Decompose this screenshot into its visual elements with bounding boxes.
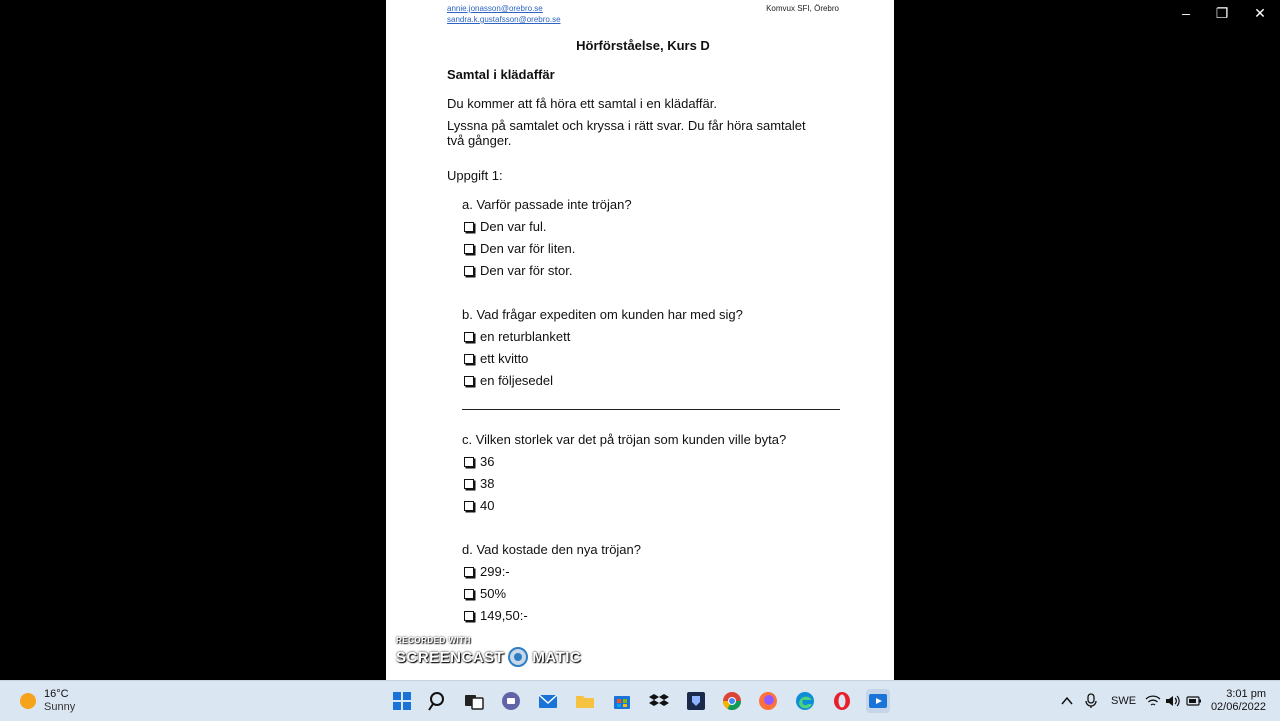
- watermark-brand-right: MATIC: [532, 648, 582, 666]
- screencast-logo-icon: [508, 647, 528, 667]
- dropbox-icon[interactable]: [647, 689, 671, 713]
- checkbox-icon[interactable]: [464, 354, 474, 364]
- taskbar: [0, 680, 1280, 721]
- question-d: d. Vad kostade den nya tröjan?: [462, 542, 641, 557]
- windows-start-icon[interactable]: [390, 689, 414, 713]
- option-c-1[interactable]: 36: [462, 454, 494, 469]
- checkbox-icon[interactable]: [464, 376, 474, 386]
- chevron-up-icon: [1060, 694, 1074, 708]
- option-d-1[interactable]: 299:-: [462, 564, 510, 579]
- option-b-3[interactable]: en följesedel: [462, 373, 553, 388]
- option-c-2[interactable]: 38: [462, 476, 494, 491]
- store-icon[interactable]: [610, 689, 634, 713]
- weather-desc: Sunny: [44, 701, 76, 713]
- mail-icon[interactable]: [536, 689, 560, 713]
- firefox-icon[interactable]: [756, 689, 780, 713]
- sun-icon: [18, 691, 38, 711]
- checkbox-icon[interactable]: [464, 567, 474, 577]
- folder-icon[interactable]: [573, 689, 597, 713]
- shield-app-icon[interactable]: [684, 689, 708, 713]
- checkbox-icon[interactable]: [464, 222, 474, 232]
- minimize-button[interactable]: –: [1182, 5, 1190, 21]
- wifi-icon[interactable]: [1145, 681, 1161, 721]
- volume-icon[interactable]: [1165, 681, 1181, 721]
- option-a-3[interactable]: Den var för stor.: [462, 263, 572, 278]
- horizontal-rule: [462, 409, 840, 410]
- clock-date: 02/06/2022: [1210, 701, 1266, 713]
- opera-icon[interactable]: [830, 689, 854, 713]
- intro-line-3: två gånger.: [447, 133, 512, 148]
- maximize-button[interactable]: ❐: [1215, 4, 1229, 21]
- clock[interactable]: [1212, 681, 1266, 721]
- clock-time: 3:01 pm: [1226, 688, 1266, 700]
- question-b: b. Vad frågar expediten om kunden har med sig?: [462, 307, 743, 322]
- option-a-1[interactable]: Den var ful.: [462, 219, 546, 234]
- email-link-1[interactable]: annie.jonasson@orebro.se: [447, 4, 543, 13]
- weather-widget[interactable]: [18, 681, 75, 721]
- checkbox-icon[interactable]: [464, 479, 474, 489]
- intro-line-2: Lyssna på samtalet och kryssa i rätt svar. Du får höra samtalet: [447, 118, 806, 133]
- checkbox-icon[interactable]: [464, 332, 474, 342]
- battery-icon[interactable]: [1186, 681, 1202, 721]
- option-b-1[interactable]: en returblankett: [462, 329, 570, 344]
- option-b-2[interactable]: ett kvitto: [462, 351, 528, 366]
- email-link-2[interactable]: sandra.k.gustafsson@orebro.se: [447, 15, 561, 24]
- checkbox-icon[interactable]: [464, 457, 474, 467]
- chrome-icon[interactable]: [720, 689, 744, 713]
- option-c-3[interactable]: 40: [462, 498, 494, 513]
- edge-icon[interactable]: [793, 689, 817, 713]
- weather-temp: 16°C: [44, 688, 69, 700]
- checkbox-icon[interactable]: [464, 589, 474, 599]
- organization-label: Komvux SFI, Örebro: [766, 4, 839, 13]
- document-page: [386, 0, 894, 680]
- intro-line-1: Du kommer att få höra ett samtal i en klädaffär.: [447, 96, 717, 111]
- option-a-2[interactable]: Den var för liten.: [462, 241, 575, 256]
- language-indicator[interactable]: SWE: [1111, 695, 1137, 707]
- task-view-icon[interactable]: [462, 689, 486, 713]
- show-hidden-icons[interactable]: [1060, 681, 1074, 721]
- question-a: a. Varför passade inte tröjan?: [462, 197, 632, 212]
- screencast-icon[interactable]: [866, 689, 890, 713]
- option-d-2[interactable]: 50%: [462, 586, 506, 601]
- checkbox-icon[interactable]: [464, 244, 474, 254]
- question-c: c. Vilken storlek var det på tröjan som kunden ville byta?: [462, 432, 787, 447]
- option-d-3[interactable]: 149,50:-: [462, 608, 528, 623]
- microphone-icon[interactable]: [1084, 681, 1098, 721]
- search-icon[interactable]: [426, 689, 450, 713]
- watermark-brand-left: SCREENCAST: [396, 648, 505, 666]
- checkbox-icon[interactable]: [464, 501, 474, 511]
- close-button[interactable]: ✕: [1254, 4, 1266, 21]
- chat-icon[interactable]: [499, 689, 523, 713]
- document-heading: Hörförståelse, Kurs D: [576, 38, 710, 53]
- task-label: Uppgift 1:: [447, 168, 503, 183]
- checkbox-icon[interactable]: [464, 611, 474, 621]
- document-subheading: Samtal i klädaffär: [447, 67, 555, 82]
- screencast-watermark: [396, 636, 581, 667]
- checkbox-icon[interactable]: [464, 266, 474, 276]
- watermark-caption: RECORDED WITH: [396, 636, 471, 645]
